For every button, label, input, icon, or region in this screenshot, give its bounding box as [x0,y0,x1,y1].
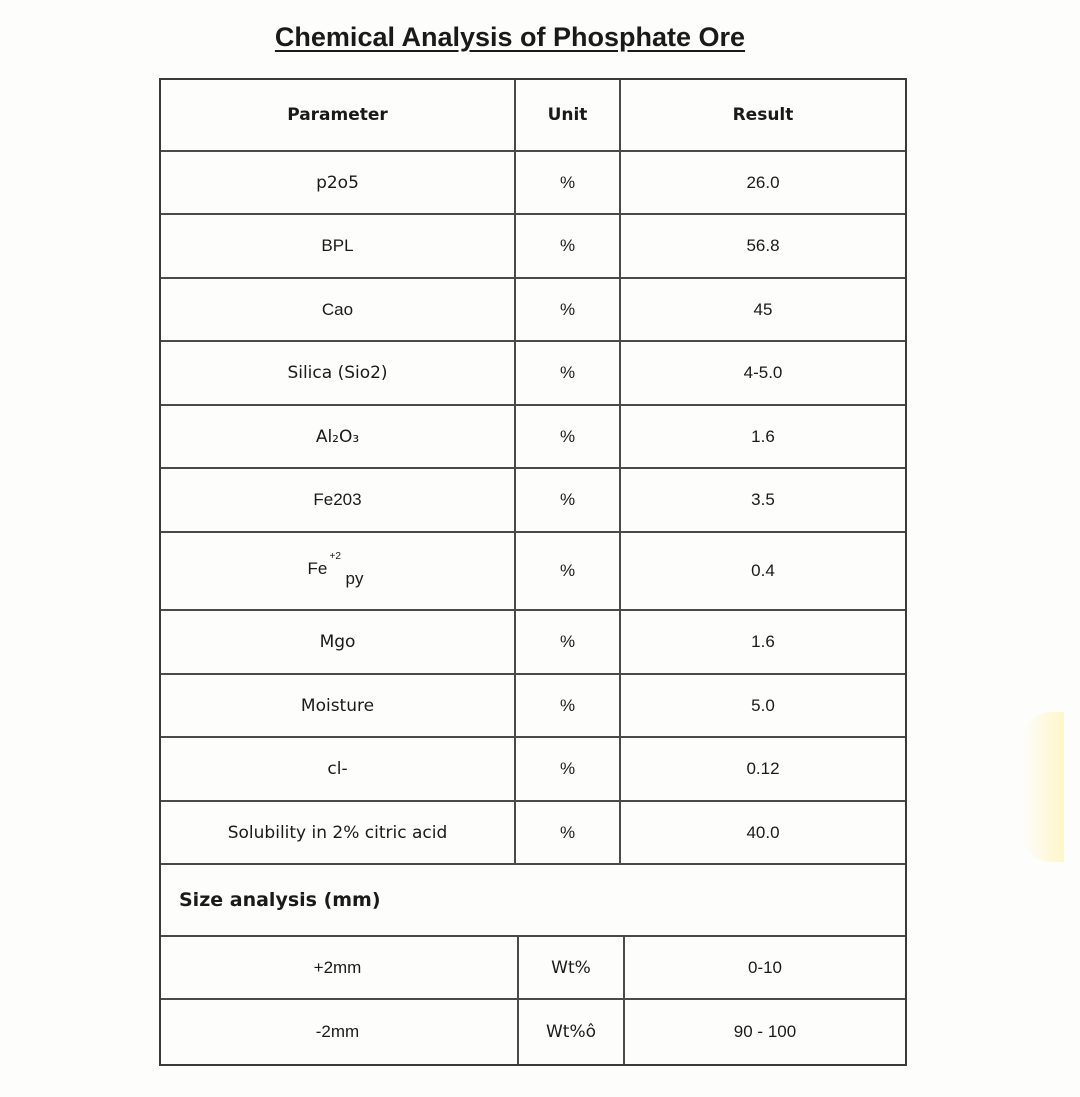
row-unit: % [514,738,619,800]
row-unit: % [514,675,619,736]
table-row [161,152,905,215]
row-result: 4-5.0 [619,342,905,404]
row-parameter: Cao [321,299,354,319]
row-result: 5.0 [619,675,905,736]
table-row [161,937,905,1000]
row-parameter: BPL [321,236,354,255]
row-result: 0.12 [619,738,905,800]
row-result: 56.8 [619,215,905,277]
row-parameter: cl- [327,759,348,779]
row-parameter: p2o5 [316,172,359,193]
size-analysis-heading: Size analysis (mm) [179,889,381,911]
row-unit: % [514,215,619,277]
row-unit: Wt% [517,937,623,998]
row-unit: % [514,469,619,531]
row-parameter [161,533,514,609]
fe-subscript: py [345,569,364,588]
row-parameter: Al₂O₃ [315,426,360,447]
table-row [161,533,905,611]
table-row [161,675,905,738]
row-result: 0.4 [619,533,905,609]
table-header-row [161,80,905,152]
page-title: Chemical Analysis of Phosphate Ore [274,22,746,52]
analysis-table [159,78,907,1066]
scan-artifact [1022,712,1064,862]
header-result: Result [619,80,905,150]
row-unit: % [514,406,619,467]
row-parameter: Moisture [300,695,375,716]
row-parameter: Mgo [319,632,356,652]
row-result: 45 [619,279,905,340]
row-unit: % [514,279,619,340]
fe-base-text: Fe [307,559,328,578]
header-parameter: Parameter [287,105,388,125]
row-unit: % [514,611,619,673]
table-row [161,469,905,533]
row-parameter: Fe203 [313,490,362,509]
row-parameter: -2mm [315,1022,360,1041]
row-result: 3.5 [619,469,905,531]
row-unit: % [514,152,619,213]
section-header-row [161,865,905,937]
row-result: 0-10 [623,937,905,998]
fe-superscript: +2 [329,551,341,562]
row-parameter: +2mm [313,957,362,977]
row-result: 26.0 [619,152,905,213]
ferrous-pyrite-label [308,551,368,591]
row-unit: % [514,802,619,863]
row-result: 40.0 [619,802,905,863]
row-unit: % [514,533,619,609]
row-result: 1.6 [619,406,905,467]
table-row [161,279,905,342]
row-parameter: Solubility in 2% citric acid [227,822,448,843]
header-unit: Unit [514,80,619,150]
table-row [161,342,905,406]
row-parameter: Silica (Sio2) [287,363,388,383]
table-row [161,611,905,675]
table-row [161,406,905,469]
table-row [161,215,905,279]
row-unit: Wt%ô [517,1000,623,1064]
row-unit: % [514,342,619,404]
table-row [161,738,905,802]
table-row [161,1000,905,1064]
row-result: 1.6 [619,611,905,673]
table-row [161,802,905,865]
row-result: 90 - 100 [623,1000,905,1064]
